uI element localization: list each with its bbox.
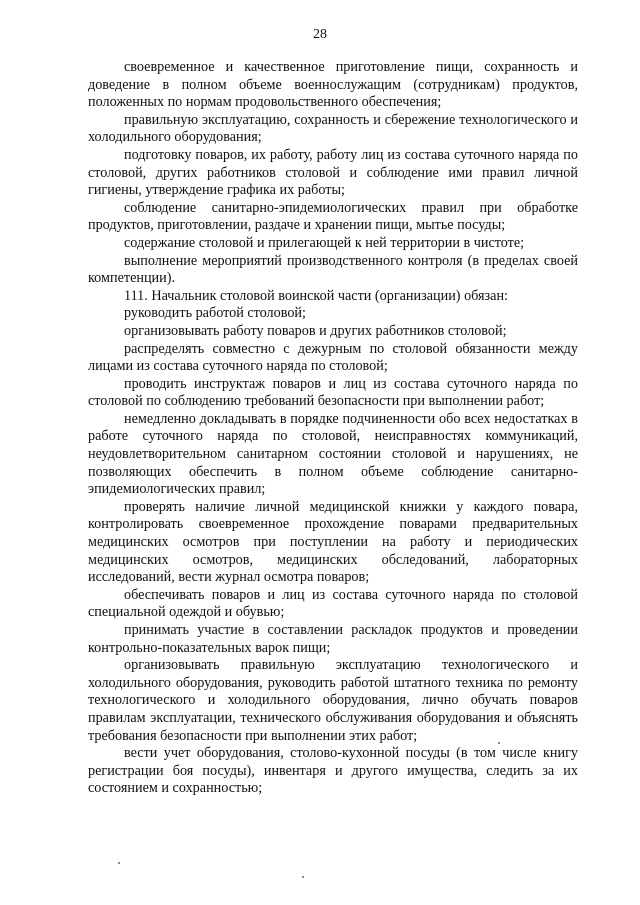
paragraph: распределять совместно с дежурным по столовой обязанности между лицами из состава суточного наряда по столовой; — [88, 340, 578, 375]
paragraph: правильную эксплуатацию, сохранность и сбережение технологического и холодильного оборудования; — [88, 111, 578, 146]
paragraph: соблюдение санитарно-эпидемиологических правил при обработке продуктов, приготовлении, раздаче и хранении пищи, мытье посуды; — [88, 199, 578, 234]
section-heading-111: 111. Начальник столовой воинской части (организации) обязан: — [124, 287, 508, 304]
paragraph: содержание столовой и прилегающей к ней территории в чистоте; — [124, 234, 525, 251]
body-text — [88, 59, 578, 798]
paragraph: своевременное и качественное приготовление пищи, сохранность и доведение в полном объеме военнослужащим (сотрудникам) продуктов, положенных по нормам продовольственного обеспечения; — [88, 59, 578, 111]
scan-speck — [118, 862, 120, 864]
page-number: 28 — [313, 27, 327, 42]
paragraph: проверять наличие личной медицинской книжки у каждого повара, контролировать своевременное прохождение поварами предварительных медицинских осмотров при поступлении на работу и периодических медицинских осмотров, медицинских обследований, лабораторных исследований, вести журнал осмотра поваров; — [88, 498, 578, 586]
paragraph: проводить инструктаж поваров и лиц из состава суточного наряда по столовой по соблюдению требований безопасности при выполнении работ; — [88, 375, 578, 410]
paragraph: подготовку поваров, их работу, работу лиц из состава суточного наряда по столовой, других работников столовой и соблюдение ими правил личной гигиены, утверждение графика их работы; — [88, 146, 578, 199]
paragraph: организовывать правильную эксплуатацию технологического и холодильного оборудования, руководить работой штатного техника по ремонту технологического и холодильного оборудования, лично обучать поваров правилам эксплуатации, технического обслуживания оборудования и объяснять требования безопасности при выполнении этих работ; — [88, 657, 578, 744]
paragraph: выполнение мероприятий производственного контроля (в пределах своей компетенции). — [88, 252, 578, 287]
scan-speck — [302, 876, 304, 878]
paragraph: вести учет оборудования, столово-кухонной посуды (в том числе книгу регистрации боя посуды), инвентаря и другого имущества, следить за их состоянием и сохранностью; — [88, 745, 578, 797]
paragraph: организовывать работу поваров и других работников столовой; — [124, 322, 507, 339]
paragraph: руководить работой столовой; — [124, 305, 306, 322]
paragraph: обеспечивать поваров и лиц из состава суточного наряда по столовой специальной одеждой и обувью; — [88, 586, 578, 621]
scan-speck — [498, 742, 500, 744]
paragraph: немедленно докладывать в порядке подчиненности обо всех недостатках в работе суточного наряда по столовой, неисправностях коммуникаций, неудовлетворительном санитарном состоянии столовой и нарушениях, не позволяющих обеспечить в полном объеме соблюдение санитарно-эпидемиологических правил; — [88, 410, 578, 498]
paragraph: принимать участие в составлении раскладок продуктов и проведении контрольно-показательных варок пищи; — [88, 622, 578, 656]
